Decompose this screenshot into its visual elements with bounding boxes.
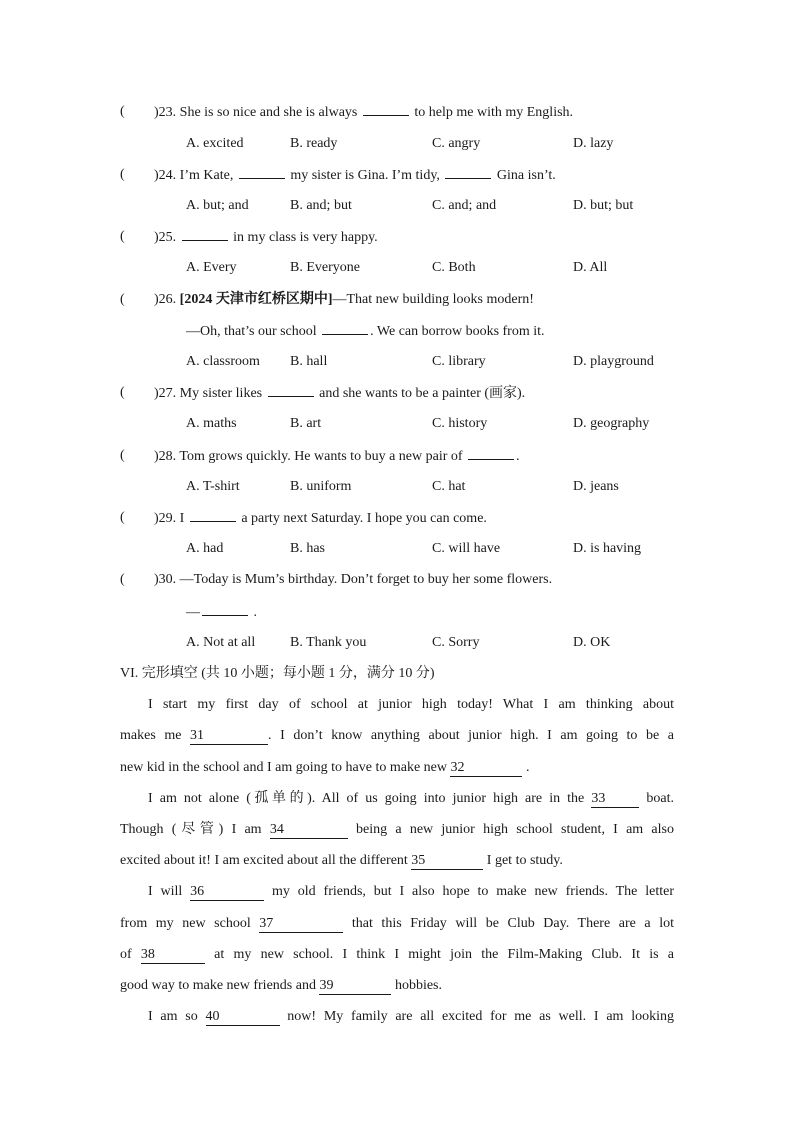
cloze-blank-37: 37 <box>259 916 343 933</box>
option-a: A. maths <box>186 416 237 431</box>
option-c: C. angry <box>432 136 481 151</box>
option-b: B. Thank you <box>290 635 367 650</box>
answer-paren-open: ( <box>120 448 125 463</box>
question-29-options <box>186 540 676 558</box>
option-b: B. Everyone <box>290 260 360 275</box>
answer-blank <box>202 603 248 616</box>
option-a: A. but; and <box>186 198 249 213</box>
question-25-options <box>186 259 676 277</box>
answer-blank <box>182 228 228 241</box>
passage-line: I am so 40 now! My family are all excited for me as well. I am looking <box>148 1009 674 1024</box>
question-26-stem: )26. [2024 天津市红桥区期中]—That new building looks modern! <box>154 292 534 307</box>
answer-paren-open: ( <box>120 572 125 587</box>
option-a: A. classroom <box>186 354 260 369</box>
option-b: B. hall <box>290 354 328 369</box>
cloze-blank-35: 35 <box>411 853 483 870</box>
question-27-stem: )27. My sister likes and she wants to be a painter (画家). <box>154 386 526 401</box>
cloze-blank-32: 32 <box>450 760 522 777</box>
option-d: D. jeans <box>573 479 619 494</box>
option-d: D. is having <box>573 541 642 556</box>
answer-paren-open: ( <box>120 385 125 400</box>
option-d: D. OK <box>573 635 611 650</box>
option-a: A. T-shirt <box>186 479 240 494</box>
option-b: B. and; but <box>290 198 352 213</box>
option-a: A. had <box>186 541 224 556</box>
question-29-stem: )29. I a party next Saturday. I hope you can come. <box>154 511 487 526</box>
question-28-options <box>186 478 676 496</box>
passage-line: new kid in the school and I am going to have to make new 32 . <box>120 760 530 775</box>
answer-blank <box>468 447 514 460</box>
answer-blank <box>445 166 491 179</box>
cloze-blank-36: 36 <box>190 884 264 901</box>
answer-paren-open: ( <box>120 167 125 182</box>
option-a: A. Every <box>186 260 237 275</box>
option-c: C. history <box>432 416 488 431</box>
question-25-stem: )25. in my class is very happy. <box>154 230 378 245</box>
option-b: B. uniform <box>290 479 352 494</box>
cloze-blank-34: 34 <box>270 822 348 839</box>
section-title: VI. 完形填空 (共 10 小题；每小题 1 分，满分 10 分) <box>120 666 435 681</box>
passage-line: I will 36 my old friends, but I also hope to make new friends. The letter <box>148 884 674 899</box>
answer-blank <box>363 103 409 116</box>
option-c: C. and; and <box>432 198 497 213</box>
answer-blank <box>239 166 285 179</box>
option-d: D. lazy <box>573 136 614 151</box>
answer-blank <box>268 384 314 397</box>
option-b: B. art <box>290 416 322 431</box>
cloze-blank-33: 33 <box>591 791 639 808</box>
answer-blank <box>322 322 368 335</box>
answer-blank <box>190 509 236 522</box>
option-d: D. playground <box>573 354 654 369</box>
option-c: C. will have <box>432 541 501 556</box>
option-d: D. geography <box>573 416 650 431</box>
passage-line: I start my first day of school at junior high today! What I am thinking about <box>148 697 674 712</box>
option-c: C. hat <box>432 479 466 494</box>
cloze-blank-39: 39 <box>319 978 391 995</box>
passage-line: good way to make new friends and 39 hobbies. <box>120 978 443 993</box>
cloze-blank-38: 38 <box>141 947 205 964</box>
question-24-stem: )24. I’m Kate, my sister is Gina. I’m tidy, Gina isn’t. <box>154 168 556 183</box>
option-d: D. All <box>573 260 608 275</box>
answer-paren-open: ( <box>120 292 125 307</box>
question-24-options <box>186 197 676 215</box>
question-23-stem: )23. She is so nice and she is always to help me with my English. <box>154 105 574 120</box>
option-b: B. has <box>290 541 325 556</box>
option-a: A. Not at all <box>186 635 256 650</box>
answer-paren-open: ( <box>120 229 125 244</box>
option-a: A. excited <box>186 136 244 151</box>
question-28-stem: )28. Tom grows quickly. He wants to buy a new pair of . <box>154 449 520 464</box>
question-30-line2: — . <box>186 605 257 620</box>
passage-line: from my new school 37 that this Friday will be Club Day. There are a lot <box>120 916 674 931</box>
passage-line: Though (尽管) I am 34 being a new junior high school student, I am also <box>120 822 674 837</box>
question-26-line2: —Oh, that’s our school . We can borrow books from it. <box>186 324 545 339</box>
passage-line: excited about it! I am excited about all the different 35 I get to study. <box>120 853 563 868</box>
option-c: C. Sorry <box>432 635 480 650</box>
cloze-blank-31: 31 <box>190 728 268 745</box>
option-c: C. library <box>432 354 486 369</box>
option-d: D. but; but <box>573 198 634 213</box>
question-27-options <box>186 415 676 433</box>
question-23-options <box>186 135 676 153</box>
passage-line: makes me 31 . I don’t know anything about junior high. I am going to be a <box>120 728 674 743</box>
option-b: B. ready <box>290 136 338 151</box>
answer-paren-open: ( <box>120 510 125 525</box>
question-source: [2024 天津市红桥区期中] <box>179 292 333 307</box>
cloze-blank-40: 40 <box>206 1009 280 1026</box>
passage-line: I am not alone (孤单的). All of us going into junior high are in the 33 boat. <box>148 791 674 806</box>
answer-paren-open: ( <box>120 104 125 119</box>
option-c: C. Both <box>432 260 476 275</box>
question-30-stem: )30. —Today is Mum’s birthday. Don’t forget to buy her some flowers. <box>154 572 553 587</box>
question-26-options <box>186 353 676 371</box>
passage-line: of 38 at my new school. I think I might join the Film-Making Club. It is a <box>120 947 674 962</box>
question-30-options <box>186 634 676 652</box>
